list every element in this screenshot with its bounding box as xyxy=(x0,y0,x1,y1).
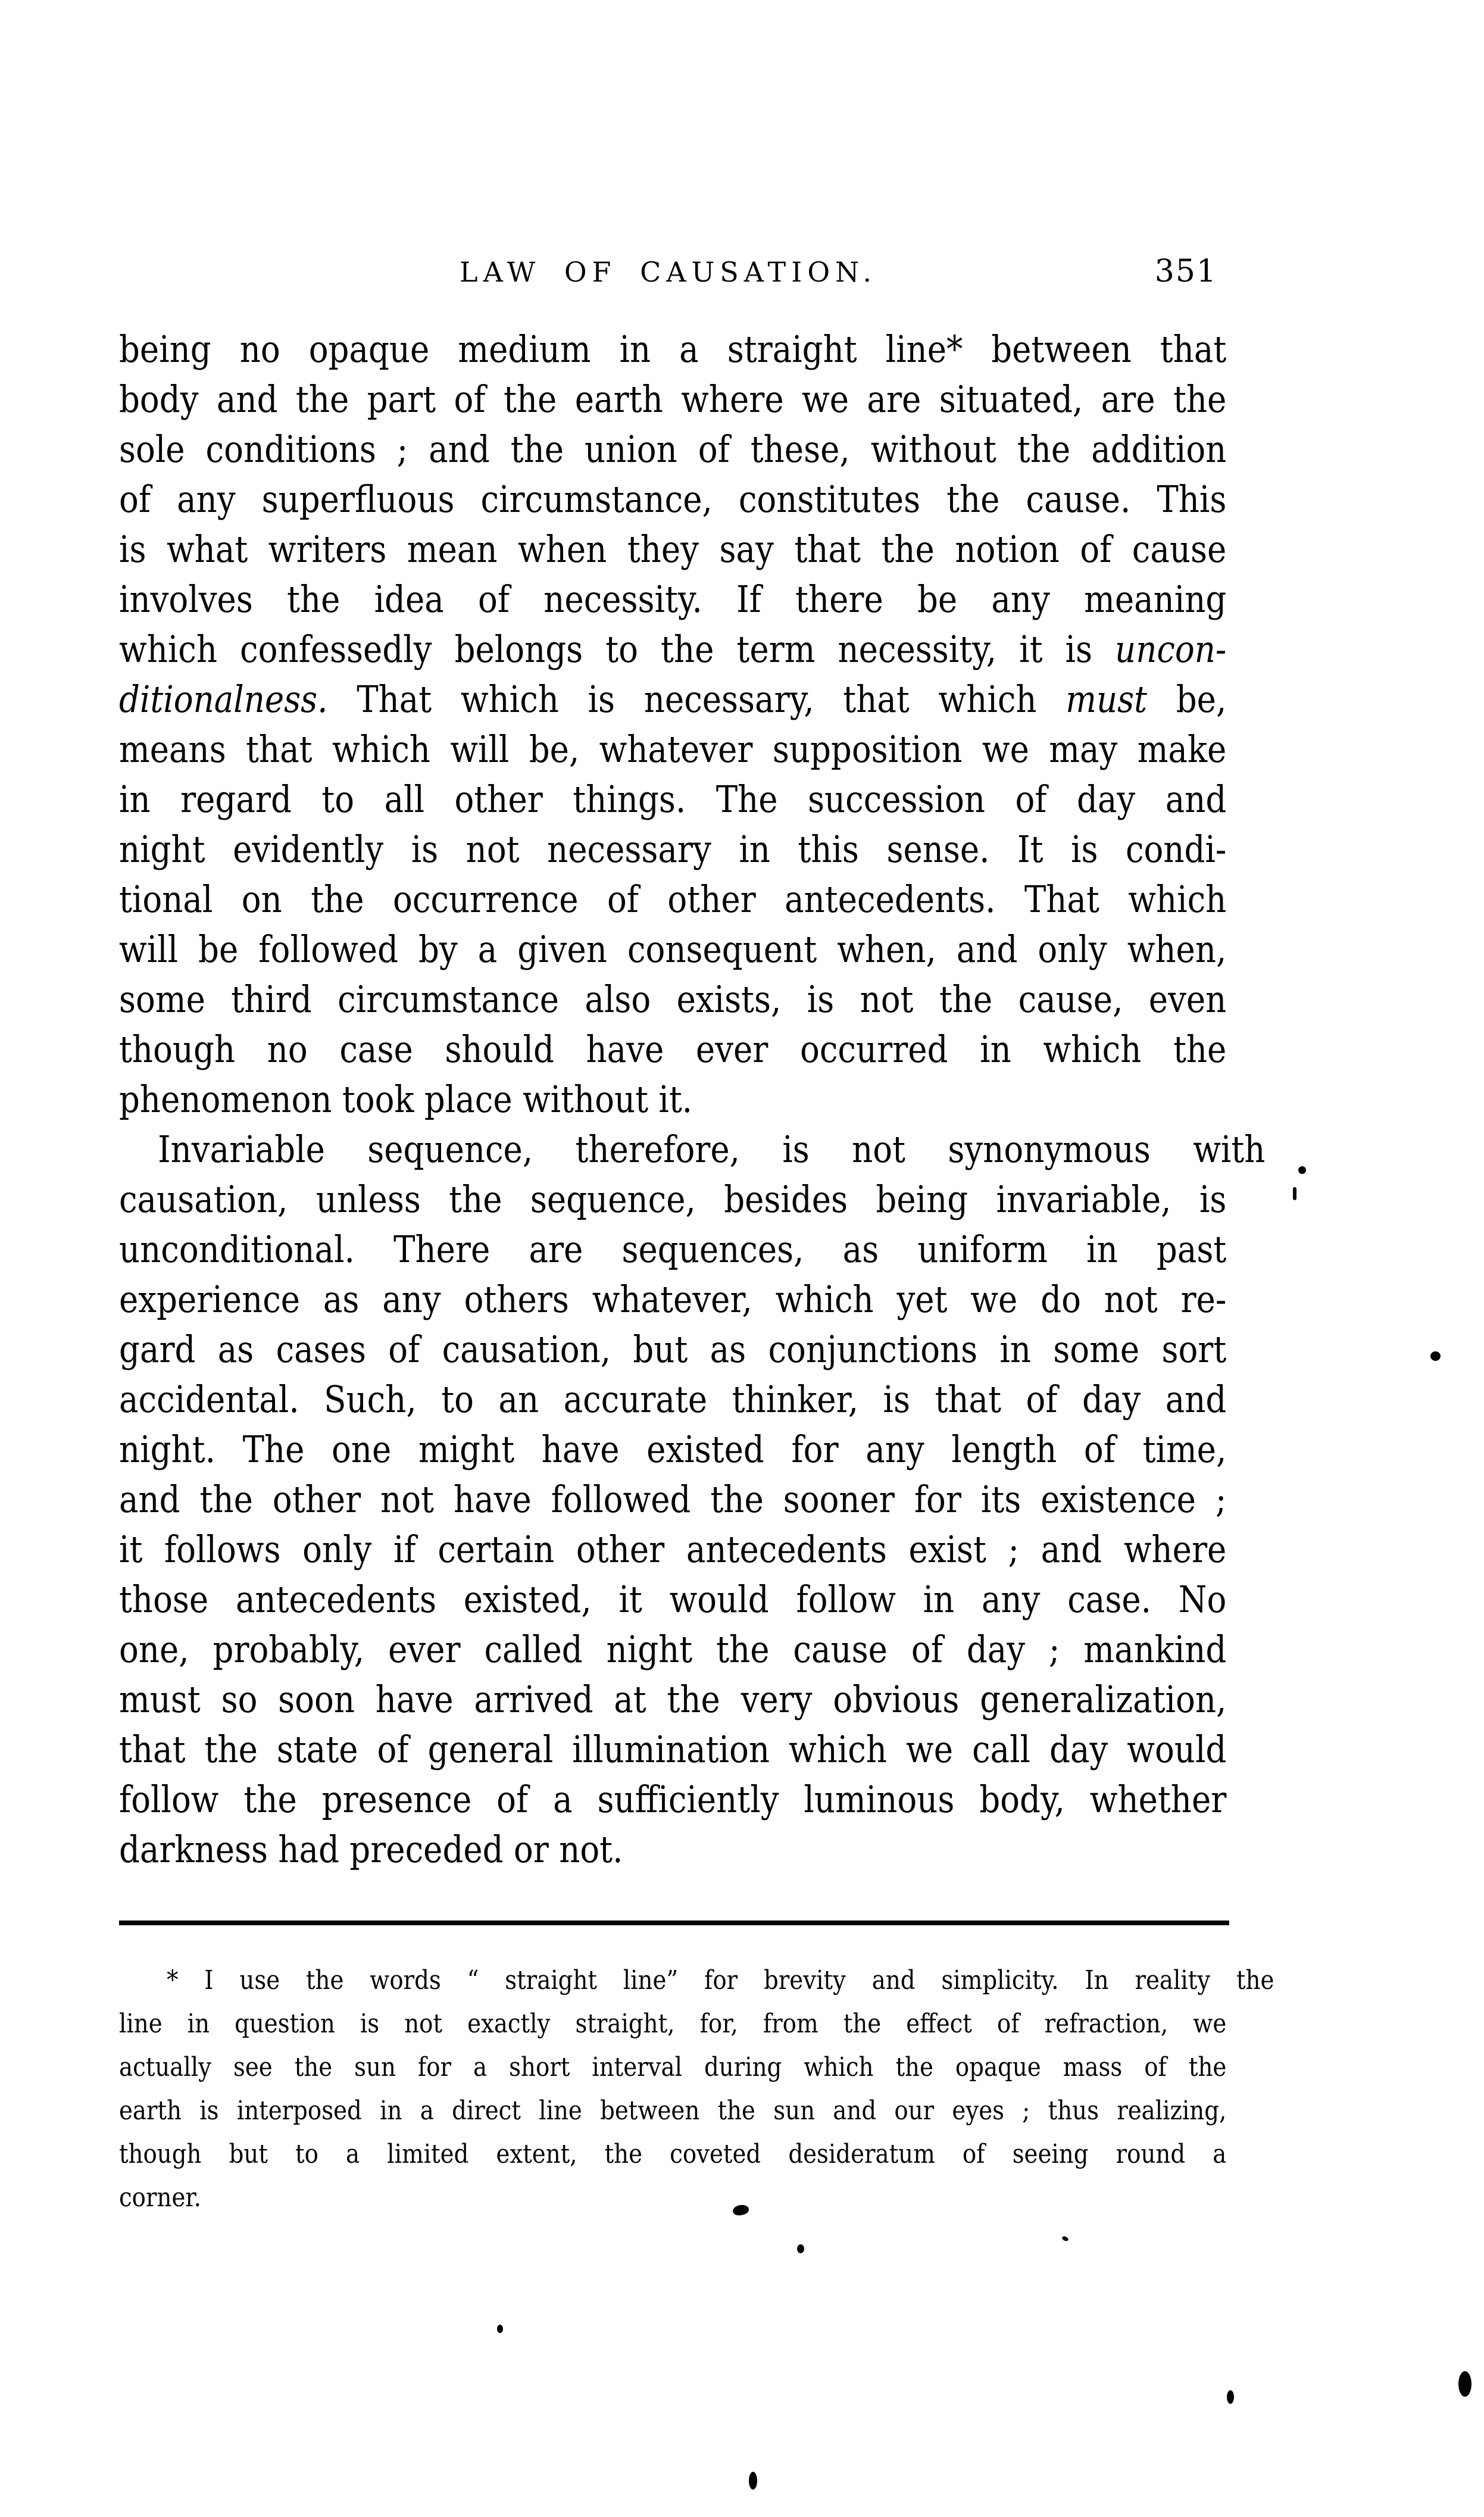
text-run: means that which will be, whatever supposition we may make xyxy=(119,727,1227,771)
body-line xyxy=(119,1225,1226,1275)
text-run: some third circumstance also exists, is not the cause, even xyxy=(119,978,1227,1021)
text-run: * I use the words “ straight line” for brevity and simplicity. In reality the xyxy=(167,1965,1274,1996)
body-text xyxy=(119,324,1266,1875)
footnote xyxy=(119,1959,1274,2219)
text-run: be, xyxy=(1147,677,1227,721)
scan-speck xyxy=(1227,2390,1234,2404)
body-line xyxy=(119,925,1226,975)
footnote-line xyxy=(119,2089,1226,2132)
text-run: line in question is not exactly straight, for, from the effect of refraction, we xyxy=(119,2009,1227,2039)
footnote-line xyxy=(119,2132,1226,2176)
text-run: gard as cases of causation, but as conjunctions in some sort xyxy=(119,1328,1227,1371)
body-line xyxy=(119,1175,1226,1225)
text-run: will be followed by a given consequent when, and only when, xyxy=(119,928,1227,971)
text-run: unconditional. There are sequences, as uniform in past xyxy=(119,1228,1227,1271)
scan-speck xyxy=(1061,2235,1069,2242)
body-line xyxy=(119,1425,1226,1475)
text-run: that the state of general illumination which we call day would xyxy=(119,1728,1227,1771)
text-run: corner. xyxy=(119,2182,201,2213)
body-line xyxy=(119,1575,1226,1625)
footnote-line xyxy=(119,2176,1226,2219)
text-run: follow the presence of a sufficiently luminous body, whether xyxy=(119,1778,1227,1821)
text-run: earth is interposed in a direct line between the sun and our eyes ; thus realizing, xyxy=(119,2096,1227,2126)
footnote-line xyxy=(119,2002,1226,2046)
text-run: which confessedly belongs to the term necessity, it is xyxy=(119,627,1116,671)
text-run: in regard to all other things. The succession of day and xyxy=(119,777,1227,821)
body-line xyxy=(119,424,1226,474)
body-line xyxy=(119,775,1226,825)
text-run: one, probably, ever called night the cause of day ; mankind xyxy=(119,1628,1227,1671)
text-run: though no case should have ever occurred in which the xyxy=(119,1028,1227,1071)
page-title: LAW OF CAUSATION. xyxy=(460,256,877,288)
italic-text: must xyxy=(1066,677,1148,721)
text-run: of any superfluous circumstance, constitutes the cause. This xyxy=(119,477,1227,521)
body-line xyxy=(119,725,1226,775)
text-run: night evidently is not necessary in this sense. It is condi- xyxy=(119,827,1227,871)
text-run: actually see the sun for a short interval during which the opaque mass of the xyxy=(119,2052,1227,2082)
body-line xyxy=(119,1775,1226,1825)
scan-speck xyxy=(1458,2371,1471,2397)
text-run: night. The one might have existed for any length of time, xyxy=(119,1428,1227,1471)
body-line xyxy=(119,1125,1265,1175)
running-head xyxy=(119,256,1217,287)
body-line xyxy=(119,324,1226,374)
body-line xyxy=(119,825,1226,875)
body-line xyxy=(119,524,1226,574)
body-line xyxy=(119,374,1226,424)
text-run: Invariable sequence, therefore, is not synonymous with xyxy=(158,1128,1266,1171)
text-run: being no opaque medium in a straight line* between that xyxy=(119,327,1227,371)
scan-speck xyxy=(797,2244,804,2253)
body-line xyxy=(119,1325,1226,1375)
footnote-line xyxy=(119,1959,1274,2002)
body-line xyxy=(119,1375,1226,1425)
scan-speck xyxy=(749,2472,757,2490)
body-line xyxy=(119,1625,1226,1675)
body-line xyxy=(119,1275,1226,1325)
text-run: sole conditions ; and the union of these, without the addition xyxy=(119,427,1227,471)
text-run: darkness had preceded or not. xyxy=(119,1828,623,1871)
body-line xyxy=(119,1675,1226,1725)
body-line xyxy=(119,474,1226,524)
text-run: tional on the occurrence of other antecedents. That which xyxy=(119,877,1227,921)
body-line xyxy=(119,1525,1226,1575)
text-run: it follows only if certain other antecedents exist ; and where xyxy=(119,1528,1227,1571)
scan-speck xyxy=(1430,1351,1441,1361)
italic-text: ditionalness. xyxy=(119,677,328,721)
text-run: body and the part of the earth where we are situated, are the xyxy=(119,377,1227,421)
scan-speck xyxy=(497,2325,503,2333)
text-run: causation, unless the sequence, besides being invariable, is xyxy=(119,1178,1227,1221)
body-line xyxy=(119,875,1226,925)
footnote-rule xyxy=(119,1920,1229,1925)
body-line xyxy=(119,674,1226,725)
italic-text: uncon- xyxy=(1115,627,1227,671)
text-run: though but to a limited extent, the coveted desideratum of seeing round a xyxy=(119,2139,1227,2169)
text-run: involves the idea of necessity. If there be any meaning xyxy=(119,577,1227,621)
text-run: accidental. Such, to an accurate thinker, is that of day and xyxy=(119,1378,1227,1421)
scan-speck xyxy=(1298,1166,1306,1174)
text-run: That which is necessary, that which xyxy=(327,677,1066,721)
text-run: and the other not have followed the sooner for its existence ; xyxy=(119,1478,1227,1521)
footnote-line xyxy=(119,2046,1226,2089)
text-run: those antecedents existed, it would follow in any case. No xyxy=(119,1578,1227,1621)
body-line xyxy=(119,1075,1226,1125)
body-line xyxy=(119,574,1226,624)
body-line xyxy=(119,624,1226,674)
text-run: must so soon have arrived at the very obvious generalization, xyxy=(119,1678,1227,1721)
body-line xyxy=(119,1025,1226,1075)
body-line xyxy=(119,1825,1226,1875)
text-run: phenomenon took place without it. xyxy=(119,1078,693,1121)
scan-speck xyxy=(1293,1187,1296,1200)
text-run: is what writers mean when they say that the notion of cause xyxy=(119,527,1227,571)
body-line xyxy=(119,1475,1226,1525)
page-number: 351 xyxy=(1154,254,1217,289)
text-run: experience as any others whatever, which yet we do not re- xyxy=(119,1278,1227,1321)
body-line xyxy=(119,1725,1226,1775)
body-line xyxy=(119,975,1226,1025)
